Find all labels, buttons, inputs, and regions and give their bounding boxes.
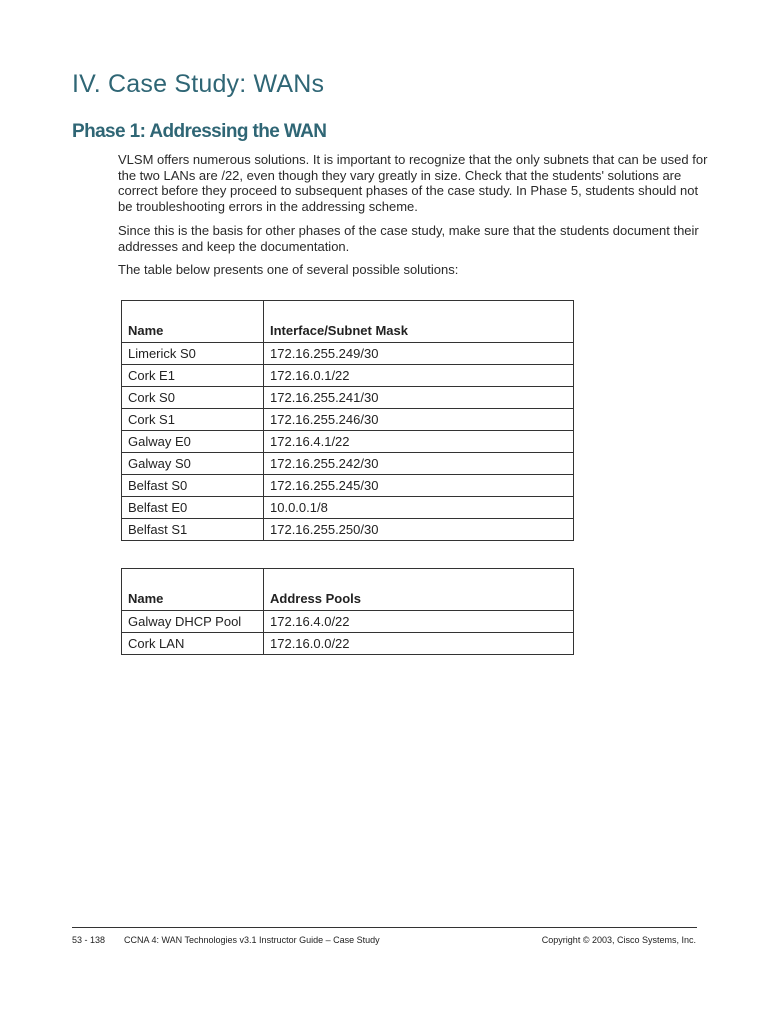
table-cell-name: Galway S0 <box>122 453 264 475</box>
table-cell-address: 172.16.255.250/30 <box>264 519 574 541</box>
column-header-name: Name <box>122 301 264 343</box>
table-header-row <box>122 301 574 343</box>
table-cell-name: Galway E0 <box>122 431 264 453</box>
table-cell-name: Belfast E0 <box>122 497 264 519</box>
table-cell-name: Belfast S1 <box>122 519 264 541</box>
column-header-interface: Interface/Subnet Mask <box>264 301 574 343</box>
table-row <box>122 519 574 541</box>
interface-table <box>121 300 574 541</box>
table-row <box>122 409 574 431</box>
paragraph-table-intro: The table below presents one of several possible solutions: <box>118 262 459 277</box>
footer-copyright: Copyright © 2003, Cisco Systems, Inc. <box>541 935 696 945</box>
table-row <box>122 453 574 475</box>
table-cell-name: Limerick S0 <box>122 343 264 365</box>
table-header-row <box>122 569 574 611</box>
table-cell-address: 172.16.4.1/22 <box>264 431 574 453</box>
paragraph-vlsm: VLSM offers numerous solutions. It is important to recognize that the only subnets that can be used for the two LANs are /22, even though they vary greatly in size. Check that the students' solutions are correct before they proceed to subsequent phases of the case study. In Phase 5, students should not be troubleshooting errors in the addressing scheme. <box>118 152 708 214</box>
table-row <box>122 475 574 497</box>
table-cell-address: 10.0.0.1/8 <box>264 497 574 519</box>
footer-page-number: 53 - 138 <box>72 935 106 945</box>
table-cell-address: 172.16.255.249/30 <box>264 343 574 365</box>
table-row <box>122 633 574 655</box>
table-row <box>122 365 574 387</box>
footer-document-title: CCNA 4: WAN Technologies v3.1 Instructor Guide – Case Study <box>124 935 380 945</box>
table-row <box>122 431 574 453</box>
column-header-name: Name <box>122 569 264 611</box>
table-cell-address: 172.16.255.245/30 <box>264 475 574 497</box>
table-row <box>122 343 574 365</box>
address-pool-table <box>121 568 574 655</box>
column-header-address-pools: Address Pools <box>264 569 574 611</box>
table-cell-name: Cork S1 <box>122 409 264 431</box>
table-cell-name: Belfast S0 <box>122 475 264 497</box>
section-heading: IV. Case Study: WANs <box>72 70 325 98</box>
table-row <box>122 497 574 519</box>
table-cell-name: Cork E1 <box>122 365 264 387</box>
table-row <box>122 387 574 409</box>
table-cell-address: 172.16.0.1/22 <box>264 365 574 387</box>
phase-heading: Phase 1: Addressing the WAN <box>72 121 327 142</box>
table-row <box>122 611 574 633</box>
table-cell-address: 172.16.4.0/22 <box>264 611 574 633</box>
table-cell-name: Cork LAN <box>122 633 264 655</box>
table-cell-address: 172.16.255.242/30 <box>264 453 574 475</box>
footer-divider <box>72 927 697 928</box>
table-cell-address: 172.16.0.0/22 <box>264 633 574 655</box>
table-cell-address: 172.16.255.241/30 <box>264 387 574 409</box>
table-cell-address: 172.16.255.246/30 <box>264 409 574 431</box>
table-cell-name: Cork S0 <box>122 387 264 409</box>
table-cell-name: Galway DHCP Pool <box>122 611 264 633</box>
paragraph-documentation: Since this is the basis for other phases of the case study, make sure that the students document their addresses and keep the documentation. <box>118 223 699 254</box>
